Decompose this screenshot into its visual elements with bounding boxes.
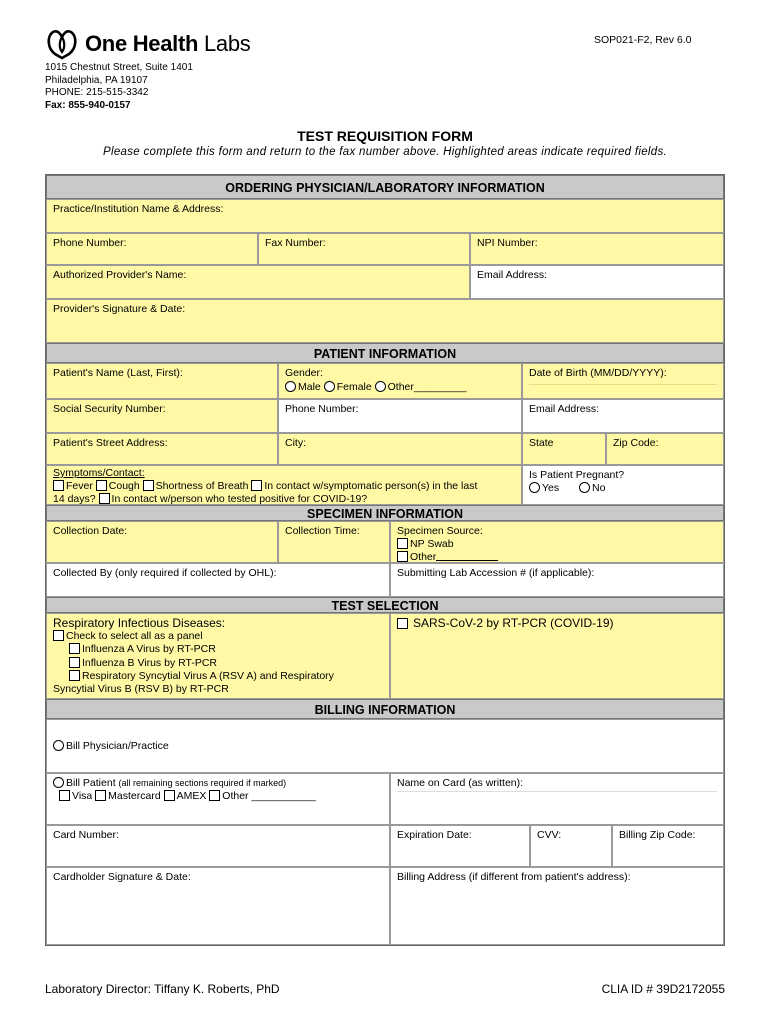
cough-checkbox[interactable]	[96, 480, 107, 491]
physician-fax-field[interactable]: Fax Number:	[258, 233, 470, 265]
clia-id: CLIA ID # 39D2172055	[601, 982, 725, 996]
zip-field[interactable]: Zip Code:	[606, 433, 724, 465]
brand-logo	[45, 28, 275, 60]
rsv-checkbox[interactable]	[69, 670, 80, 681]
female-label: Female	[336, 381, 372, 393]
pregnant-yes-label: Yes	[542, 482, 560, 494]
sob-checkbox[interactable]	[143, 480, 154, 491]
provider-name-field[interactable]: Authorized Provider's Name:	[46, 265, 470, 299]
amex-checkbox[interactable]	[164, 790, 175, 801]
address-line1: 1015 Chestnut Street, Suite 1401	[45, 62, 193, 73]
collection-date-field[interactable]: Collection Date:	[46, 521, 278, 563]
respiratory-label: Respiratory Infectious Diseases:	[53, 616, 226, 630]
symptoms-field	[46, 465, 522, 505]
address-line2: Philadelphia, PA 19107	[45, 74, 148, 86]
sars-label: SARS-CoV-2 by RT-PCR (COVID-19)	[413, 616, 614, 630]
expiration-field[interactable]: Expiration Date:	[390, 825, 530, 867]
symptoms-label: Symptoms/Contact:	[53, 467, 145, 479]
pregnant-label: Is Patient Pregnant?	[529, 469, 625, 481]
np-swab-checkbox[interactable]	[397, 538, 408, 549]
physician-email-field[interactable]: Email Address:	[470, 265, 724, 299]
sars-checkbox[interactable]	[397, 618, 408, 629]
collection-time-field[interactable]: Collection Time:	[278, 521, 390, 563]
other-card-label: Other ___________	[222, 790, 316, 802]
lab-phone: PHONE: 215-515-3342	[45, 87, 149, 98]
specimen-source-label: Specimen Source:	[397, 525, 483, 537]
section-header-physician: ORDERING PHYSICIAN/LABORATORY INFORMATION	[46, 175, 724, 199]
patient-phone-field[interactable]: Phone Number:	[278, 399, 522, 433]
flu-a-label: Influenza A Virus by RT-PCR	[82, 643, 216, 656]
sob-label: Shortness of Breath	[155, 480, 249, 492]
visa-checkbox[interactable]	[59, 790, 70, 801]
rsv-label-2: Syncytial Virus B (RSV B) by RT-PCR	[53, 683, 229, 696]
dob-label: Date of Birth (MM/DD/YYYY):	[529, 367, 667, 379]
street-field[interactable]: Patient's Street Address:	[46, 433, 278, 465]
brand-name-bold: One Health	[85, 31, 199, 56]
bill-patient-label: Bill Patient	[66, 777, 116, 789]
other-source-label: Other	[410, 551, 437, 563]
section-header-billing: BILLING INFORMATION	[46, 699, 724, 719]
bill-physician-label: Bill Physician/Practice	[66, 740, 169, 752]
pregnant-no-radio[interactable]	[579, 482, 590, 493]
sars-test-field	[390, 613, 724, 699]
lab-fax: Fax: 855-940-0157	[45, 99, 131, 111]
fever-label: Fever	[66, 480, 93, 492]
bill-patient-radio[interactable]	[53, 777, 64, 788]
other-gender-radio[interactable]	[375, 381, 386, 392]
gender-label: Gender:	[285, 367, 323, 379]
bill-patient-row	[46, 773, 390, 825]
mastercard-label: Mastercard	[108, 790, 161, 802]
accession-field[interactable]: Submitting Lab Accession # (if applicable):	[390, 563, 724, 597]
collected-by-field[interactable]: Collected By (only required if collected by OHL):	[46, 563, 390, 597]
hands-heart-logo-icon	[45, 28, 79, 60]
panel-label: Check to select all as a panel	[66, 630, 203, 642]
gender-field[interactable]	[278, 363, 522, 399]
np-swab-label: NP Swab	[410, 538, 454, 550]
other-source-line[interactable]	[436, 560, 498, 561]
billing-zip-field[interactable]: Billing Zip Code:	[612, 825, 724, 867]
contact-symptomatic-label: In contact w/symptomatic person(s) in the last	[264, 480, 478, 492]
dob-field[interactable]	[522, 363, 724, 399]
flu-b-checkbox[interactable]	[69, 657, 80, 668]
state-field[interactable]: State	[522, 433, 606, 465]
ssn-field[interactable]: Social Security Number:	[46, 399, 278, 433]
form-title: TEST REQUISITION FORM	[297, 128, 473, 144]
bill-patient-note: (all remaining sections required if marked)	[118, 778, 287, 788]
name-on-card-label: Name on Card (as written):	[397, 777, 524, 789]
female-radio[interactable]	[324, 381, 335, 392]
other-card-checkbox[interactable]	[209, 790, 220, 801]
visa-label: Visa	[72, 790, 93, 802]
other-gender-label: Other_________	[387, 381, 467, 393]
specimen-source-field	[390, 521, 724, 563]
patient-name-field[interactable]: Patient's Name (Last, First):	[46, 363, 278, 399]
physician-phone-field[interactable]: Phone Number:	[46, 233, 258, 265]
contact-positive-label: In contact w/person who tested positive for COVID-19?	[111, 493, 368, 505]
form-subtitle: Please complete this form and return to the fax number above. Highlighted areas indicate required fields.	[103, 146, 667, 158]
lab-director: Laboratory Director: Tiffany K. Roberts, PhD	[45, 982, 280, 996]
provider-signature-field[interactable]: Provider's Signature & Date:	[46, 299, 724, 343]
practice-field[interactable]: Practice/Institution Name & Address:	[46, 199, 724, 233]
amex-label: AMEX	[176, 790, 207, 802]
panel-checkbox[interactable]	[53, 630, 64, 641]
doc-code: SOP021-F2, Rev 6.0	[594, 34, 692, 46]
pregnant-no-label: No	[591, 482, 606, 494]
contact-positive-checkbox[interactable]	[99, 493, 110, 504]
requisition-form	[45, 174, 725, 946]
card-number-field[interactable]: Card Number:	[46, 825, 390, 867]
male-radio[interactable]	[285, 381, 296, 392]
cough-label: Cough	[108, 480, 140, 492]
section-header-tests: TEST SELECTION	[46, 597, 724, 613]
pregnant-yes-radio[interactable]	[529, 482, 540, 493]
pregnant-field	[522, 465, 724, 505]
contact-symptomatic-label-cont: 14 days?	[53, 493, 96, 505]
bill-physician-row	[46, 719, 724, 773]
other-source-checkbox[interactable]	[397, 551, 408, 562]
patient-email-field[interactable]: Email Address:	[522, 399, 724, 433]
contact-symptomatic-checkbox[interactable]	[251, 480, 262, 491]
lab-address	[45, 62, 193, 112]
rsv-label-1: Respiratory Syncytial Virus A (RSV A) and Respiratory	[82, 669, 334, 682]
city-field[interactable]: City:	[278, 433, 522, 465]
cvv-field[interactable]: CVV:	[530, 825, 612, 867]
mastercard-checkbox[interactable]	[95, 790, 106, 801]
respiratory-tests-field	[46, 613, 390, 699]
name-on-card-field[interactable]	[390, 773, 724, 825]
cardholder-signature-field[interactable]: Cardholder Signature & Date:	[46, 867, 390, 945]
brand-name-light: Labs	[203, 31, 251, 56]
flu-a-checkbox[interactable]	[69, 643, 80, 654]
billing-address-field[interactable]: Billing Address (if different from patient's address):	[390, 867, 724, 945]
flu-b-label: Influenza B Virus by RT-PCR	[82, 656, 218, 669]
male-label: Male	[298, 381, 321, 393]
section-header-patient: PATIENT INFORMATION	[46, 343, 724, 363]
fever-checkbox[interactable]	[53, 480, 64, 491]
npi-field[interactable]: NPI Number:	[470, 233, 724, 265]
bill-physician-radio[interactable]	[53, 740, 64, 751]
section-header-specimen: SPECIMEN INFORMATION	[46, 505, 724, 521]
